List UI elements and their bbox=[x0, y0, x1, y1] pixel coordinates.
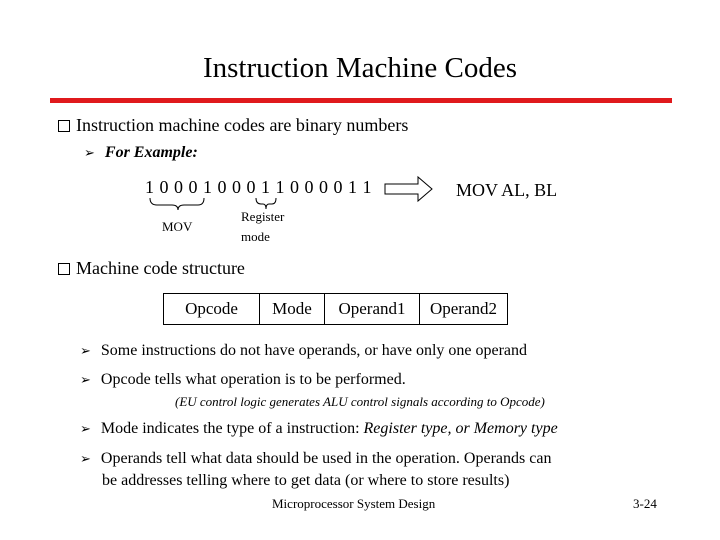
point-text: Some instructions do not have operands, or have only one operand bbox=[100, 342, 528, 359]
mov-label: MOV bbox=[162, 219, 193, 234]
point-opcode bbox=[80, 371, 406, 389]
bullet-code-structure bbox=[58, 258, 245, 279]
point-text: Mode indicates the type of a instruction: bbox=[100, 420, 364, 437]
register-label-line2: mode bbox=[241, 229, 270, 244]
opcode-note: (EU control logic generates ALU control signals according to Opcode) bbox=[175, 394, 545, 409]
bullet-text: Machine code structure bbox=[76, 258, 245, 278]
field-operand2: Operand2 bbox=[420, 294, 508, 325]
register-brace bbox=[256, 198, 276, 209]
mov-brace bbox=[150, 198, 204, 210]
field-operand1: Operand1 bbox=[325, 294, 420, 325]
arrow-bullet-icon: ➢ bbox=[80, 422, 91, 437]
slide-title: Instruction Machine Codes bbox=[202, 52, 518, 84]
arrow-bullet-icon: ➢ bbox=[80, 373, 91, 388]
bullet-text: Instruction machine codes are binary numbers bbox=[76, 115, 409, 135]
point-text: Opcode tells what operation is to be performed. bbox=[100, 371, 406, 388]
point-mode bbox=[80, 420, 558, 438]
table-row bbox=[164, 294, 508, 325]
right-arrow-icon bbox=[385, 177, 432, 201]
machine-code-structure-table bbox=[163, 293, 508, 325]
point-text: Operands tell what data should be used in the operation. Operands can bbox=[100, 450, 552, 467]
field-opcode: Opcode bbox=[164, 294, 260, 325]
asm-equivalent: MOV AL, BL bbox=[456, 180, 558, 200]
point-operands bbox=[80, 342, 527, 360]
square-bullet-icon bbox=[58, 263, 70, 275]
arrow-bullet-icon: ➢ bbox=[80, 344, 91, 359]
field-mode: Mode bbox=[260, 294, 325, 325]
point-operands-data bbox=[80, 450, 551, 468]
arrow-bullet-icon: ➢ bbox=[84, 146, 95, 161]
point-italic: Register type, or Memory type bbox=[363, 420, 558, 437]
footer-course: Microprocessor System Design bbox=[272, 496, 436, 511]
example-label: For Example: bbox=[104, 144, 198, 161]
footer-page-number: 3-24 bbox=[633, 496, 657, 511]
binary-code: 1 0 0 0 1 0 0 0 1 1 0 0 0 0 1 1 bbox=[145, 177, 372, 197]
arrow-bullet-icon: ➢ bbox=[80, 452, 91, 467]
register-label-line1: Register bbox=[241, 209, 285, 224]
point-continuation: be addresses telling where to get data (or where to store results) bbox=[102, 472, 510, 489]
